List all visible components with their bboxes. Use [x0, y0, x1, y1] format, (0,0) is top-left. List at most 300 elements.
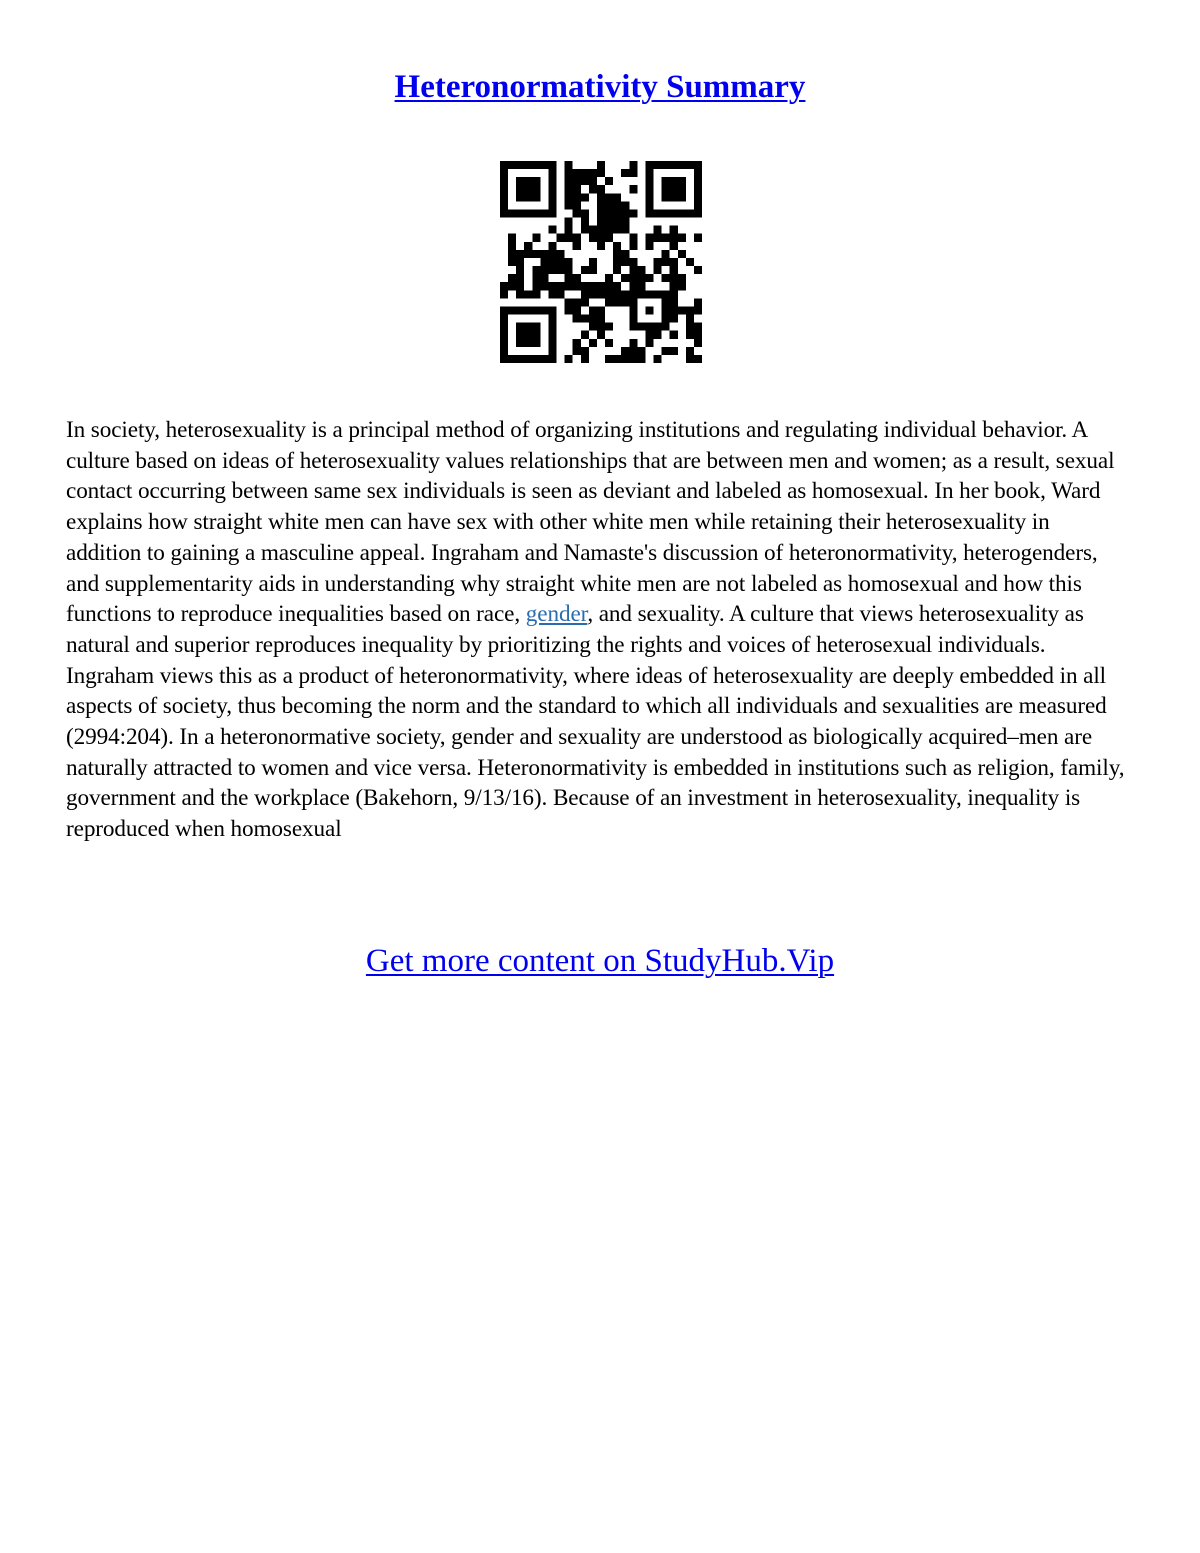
more-content-section	[0, 938, 1200, 984]
qr-module	[589, 290, 597, 298]
qr-module	[662, 177, 670, 185]
qr-module	[581, 193, 589, 201]
qr-module	[540, 266, 548, 274]
qr-module	[629, 306, 637, 314]
qr-module	[621, 250, 629, 258]
qr-module	[645, 209, 653, 217]
qr-module	[548, 331, 556, 339]
qr-module	[621, 201, 629, 209]
qr-module	[516, 209, 524, 217]
qr-module	[637, 347, 645, 355]
qr-module	[565, 201, 573, 209]
qr-module	[565, 185, 573, 193]
qr-module	[597, 282, 605, 290]
document-title	[0, 64, 1200, 110]
qr-module	[670, 234, 678, 242]
qr-module	[654, 226, 662, 234]
qr-module	[605, 298, 613, 306]
qr-module	[540, 161, 548, 169]
qr-module	[508, 274, 516, 282]
qr-module	[548, 266, 556, 274]
qr-module	[613, 242, 621, 250]
qr-module	[629, 185, 637, 193]
qr-module	[605, 355, 613, 363]
more-content-link[interactable]: Get more content on StudyHub.Vip	[365, 943, 835, 979]
qr-module	[597, 234, 605, 242]
qr-module	[532, 266, 540, 274]
qr-module	[532, 234, 540, 242]
qr-module	[637, 323, 645, 331]
qr-module	[532, 331, 540, 339]
qr-module	[532, 282, 540, 290]
qr-module	[694, 161, 702, 169]
qr-module	[678, 209, 686, 217]
qr-module	[662, 315, 670, 323]
qr-module	[548, 161, 556, 169]
qr-module	[645, 290, 653, 298]
qr-module	[670, 315, 678, 323]
qr-module	[654, 266, 662, 274]
qr-module	[508, 282, 516, 290]
qr-module	[597, 185, 605, 193]
qr-module	[597, 193, 605, 201]
qr-module	[670, 282, 678, 290]
qr-module	[589, 323, 597, 331]
qr-module	[662, 209, 670, 217]
qr-module	[540, 355, 548, 363]
qr-module	[670, 209, 678, 217]
qr-module	[500, 355, 508, 363]
qr-module	[573, 339, 581, 347]
qr-module	[629, 282, 637, 290]
qr-module	[581, 355, 589, 363]
qr-module	[516, 266, 524, 274]
qr-module	[516, 306, 524, 314]
qr-module	[573, 306, 581, 314]
qr-module	[565, 169, 573, 177]
qr-module	[532, 209, 540, 217]
qr-module	[678, 234, 686, 242]
qr-module	[548, 242, 556, 250]
qr-module	[557, 250, 565, 258]
qr-module	[678, 177, 686, 185]
qr-module	[597, 169, 605, 177]
qr-module	[670, 185, 678, 193]
qr-module	[573, 315, 581, 323]
qr-module	[524, 290, 532, 298]
qr-module	[637, 266, 645, 274]
qr-module	[629, 274, 637, 282]
qr-module	[613, 218, 621, 226]
qr-module	[613, 226, 621, 234]
qr-module	[532, 339, 540, 347]
qr-module	[605, 323, 613, 331]
qr-module	[500, 185, 508, 193]
qr-module	[557, 266, 565, 274]
qr-module	[637, 274, 645, 282]
qr-module	[573, 201, 581, 209]
qr-module	[581, 298, 589, 306]
qr-module	[573, 282, 581, 290]
qr-module	[645, 331, 653, 339]
qr-module	[654, 331, 662, 339]
qr-module	[597, 331, 605, 339]
qr-module	[654, 209, 662, 217]
qr-module	[678, 306, 686, 314]
qr-module	[621, 274, 629, 282]
qr-module	[621, 218, 629, 226]
qr-module	[548, 339, 556, 347]
qr-module	[686, 331, 694, 339]
qr-module	[508, 209, 516, 217]
qr-module	[637, 282, 645, 290]
qr-module	[597, 226, 605, 234]
qr-module	[548, 193, 556, 201]
qr-module	[662, 298, 670, 306]
qr-module	[621, 290, 629, 298]
qr-module	[605, 193, 613, 201]
qr-module	[605, 339, 613, 347]
qr-module	[581, 177, 589, 185]
qr-module	[597, 323, 605, 331]
qr-module	[694, 339, 702, 347]
qr-module	[597, 315, 605, 323]
qr-module	[613, 193, 621, 201]
qr-module	[500, 161, 508, 169]
qr-module	[508, 258, 516, 266]
qr-module	[605, 290, 613, 298]
qr-module	[694, 306, 702, 314]
qr-module	[516, 274, 524, 282]
qr-module	[654, 290, 662, 298]
qr-module	[540, 258, 548, 266]
qr-module	[516, 250, 524, 258]
qr-module	[605, 177, 613, 185]
qr-module	[508, 242, 516, 250]
qr-module	[581, 347, 589, 355]
qr-module	[500, 315, 508, 323]
qr-module	[686, 306, 694, 314]
qr-module	[532, 355, 540, 363]
qr-module	[597, 218, 605, 226]
qr-module	[508, 234, 516, 242]
qr-module	[645, 161, 653, 169]
qr-module	[678, 161, 686, 169]
qr-module	[516, 339, 524, 347]
qr-module	[621, 258, 629, 266]
qr-module	[678, 193, 686, 201]
qr-module	[629, 266, 637, 274]
qr-module	[516, 193, 524, 201]
qr-module	[581, 266, 589, 274]
qr-module	[645, 242, 653, 250]
qr-module	[548, 290, 556, 298]
qr-module	[637, 355, 645, 363]
qr-module	[565, 282, 573, 290]
qr-module	[605, 234, 613, 242]
qr-module	[540, 274, 548, 282]
qr-module	[548, 347, 556, 355]
qr-module	[581, 218, 589, 226]
qr-module	[573, 177, 581, 185]
qr-module	[532, 290, 540, 298]
qr-module	[548, 250, 556, 258]
qr-module	[500, 282, 508, 290]
qr-module	[686, 209, 694, 217]
qr-module	[540, 282, 548, 290]
qr-module	[548, 306, 556, 314]
qr-module	[662, 347, 670, 355]
qr-module	[605, 201, 613, 209]
qr-module	[686, 258, 694, 266]
qr-module	[645, 177, 653, 185]
qr-module	[548, 315, 556, 323]
qr-module	[581, 282, 589, 290]
qr-module	[662, 185, 670, 193]
qr-module	[524, 331, 532, 339]
qr-module	[548, 355, 556, 363]
qr-module	[565, 218, 573, 226]
qr-module	[645, 234, 653, 242]
qr-module	[557, 258, 565, 266]
qr-module	[548, 209, 556, 217]
qr-module	[694, 209, 702, 217]
qr-module	[500, 209, 508, 217]
qr-module	[662, 193, 670, 201]
qr-module	[605, 274, 613, 282]
qr-module	[670, 193, 678, 201]
qr-module	[532, 161, 540, 169]
qr-module	[605, 282, 613, 290]
qr-module	[500, 290, 508, 298]
qr-module	[573, 169, 581, 177]
qr-module	[605, 226, 613, 234]
qr-module	[613, 266, 621, 274]
qr-module	[516, 177, 524, 185]
qr-module	[573, 185, 581, 193]
qr-module	[678, 185, 686, 193]
qr-module	[645, 339, 653, 347]
qr-module	[524, 177, 532, 185]
paragraph-text-start: In society, heterosexuality is a principal method of organizing institutions and regulating individual behavior. A culture based on ideas of heterosexuality values relationships that are between men and women; as a result, sexual contact occurring between same sex individuals is seen as deviant and labeled as homosexual. In her book, Ward explains how straight white men can have sex with other white men while retaining their heterosexuality in addition to gaining a masculine appeal. Ingraham and Namaste's discussion of heteronormativity, heterogenders, and supplementarity aids in understanding why straight white men are not labeled as homosexual and how this functions to reproduce inequalities based on race,	[66, 417, 1115, 628]
qr-module	[532, 185, 540, 193]
qr-module	[557, 234, 565, 242]
qr-module	[532, 193, 540, 201]
qr-module	[694, 169, 702, 177]
qr-module	[662, 250, 670, 258]
qr-module	[670, 298, 678, 306]
qr-module	[678, 274, 686, 282]
qr-module	[516, 185, 524, 193]
qr-module	[645, 306, 653, 314]
qr-module	[589, 282, 597, 290]
qr-module	[589, 177, 597, 185]
qr-module	[532, 274, 540, 282]
qr-module	[524, 355, 532, 363]
qr-module	[540, 250, 548, 258]
qr-module	[694, 177, 702, 185]
qr-module	[500, 347, 508, 355]
qr-module	[532, 323, 540, 331]
qr-module	[573, 298, 581, 306]
qr-module	[524, 242, 532, 250]
qr-module	[548, 201, 556, 209]
qr-module	[694, 234, 702, 242]
qr-module	[670, 258, 678, 266]
qr-module	[565, 266, 573, 274]
qr-module	[605, 218, 613, 226]
gender-link[interactable]: gender	[525, 601, 588, 628]
qr-module	[540, 209, 548, 217]
qr-module	[548, 185, 556, 193]
qr-module	[557, 290, 565, 298]
qr-module	[686, 315, 694, 323]
qr-module	[694, 185, 702, 193]
qr-module	[686, 355, 694, 363]
qr-module	[524, 323, 532, 331]
qr-module	[670, 161, 678, 169]
qr-module	[645, 323, 653, 331]
qr-module	[589, 185, 597, 193]
qr-module	[678, 282, 686, 290]
qr-module	[573, 234, 581, 242]
qr-module	[629, 290, 637, 298]
qr-module	[565, 193, 573, 201]
qr-module	[621, 169, 629, 177]
qr-module	[516, 290, 524, 298]
qr-module	[516, 282, 524, 290]
qr-module	[565, 306, 573, 314]
qr-module	[500, 201, 508, 209]
title-link[interactable]: Heteronormativity Summary	[394, 69, 806, 105]
qr-module	[613, 258, 621, 266]
qr-module	[629, 315, 637, 323]
qr-module	[581, 209, 589, 217]
qr-module	[516, 323, 524, 331]
qr-module	[613, 250, 621, 258]
qr-module	[589, 306, 597, 314]
qr-module	[573, 193, 581, 201]
qr-module	[500, 306, 508, 314]
qr-module	[629, 209, 637, 217]
qr-module	[597, 242, 605, 250]
qr-module	[597, 161, 605, 169]
qr-code-icon	[500, 161, 702, 363]
qr-module	[589, 339, 597, 347]
qr-module	[670, 290, 678, 298]
qr-module	[645, 193, 653, 201]
qr-module	[629, 161, 637, 169]
qr-module	[597, 290, 605, 298]
qr-module	[613, 355, 621, 363]
qr-module	[645, 169, 653, 177]
qr-module	[581, 226, 589, 234]
qr-module	[524, 193, 532, 201]
qr-module	[629, 339, 637, 347]
qr-module	[581, 315, 589, 323]
qr-module	[524, 250, 532, 258]
qr-module	[629, 169, 637, 177]
qr-module	[662, 258, 670, 266]
qr-module	[613, 282, 621, 290]
qr-module	[645, 185, 653, 193]
qr-module	[613, 290, 621, 298]
qr-module	[565, 274, 573, 282]
qr-module	[629, 347, 637, 355]
qr-module	[597, 306, 605, 314]
qr-module	[532, 306, 540, 314]
qr-module	[500, 339, 508, 347]
qr-module	[548, 258, 556, 266]
qr-module	[500, 169, 508, 177]
qr-module	[589, 226, 597, 234]
qr-module	[500, 193, 508, 201]
qr-module	[565, 258, 573, 266]
qr-module	[670, 274, 678, 282]
qr-module	[565, 298, 573, 306]
qr-module	[654, 323, 662, 331]
qr-module	[565, 161, 573, 169]
qr-module	[581, 290, 589, 298]
qr-module	[589, 315, 597, 323]
paragraph-text-end: , and sexuality. A culture that views heterosexuality as natural and superior reproduces inequality by prioritizing the rights and voices of heterosexual individuals. Ingraham views this as a product of heteronormativity, where ideas of heterosexuality are deeply embedded in all aspects of society, thus becoming the norm and the standard to which all individuals and sexualities are measured (2994:204). In a heteronormative society, gender and sexuality are understood as biologically acquired–men are naturally attracted to women and vice versa. Heteronormativity is embedded in institutions such as religion, family, government and the workplace (Bakehorn, 9/13/16). Because of an investment in heterosexuality, inequality is reproduced when homosexual	[66, 601, 1125, 843]
qr-module	[621, 226, 629, 234]
qr-module	[694, 355, 702, 363]
qr-module	[516, 161, 524, 169]
qr-module	[662, 323, 670, 331]
qr-module	[694, 323, 702, 331]
qr-module	[597, 201, 605, 209]
qr-module	[500, 177, 508, 185]
qr-module	[540, 306, 548, 314]
qr-module	[686, 161, 694, 169]
qr-module	[670, 347, 678, 355]
qr-module	[629, 323, 637, 331]
qr-module	[654, 234, 662, 242]
qr-module	[573, 209, 581, 217]
qr-module	[573, 347, 581, 355]
qr-module	[645, 201, 653, 209]
summary-paragraph	[66, 415, 1130, 845]
qr-module	[621, 209, 629, 217]
qr-module	[597, 209, 605, 217]
qr-module	[532, 177, 540, 185]
qr-module	[678, 250, 686, 258]
qr-module	[516, 355, 524, 363]
qr-module	[516, 331, 524, 339]
qr-module	[621, 355, 629, 363]
qr-module	[589, 169, 597, 177]
qr-module	[613, 209, 621, 217]
qr-module	[524, 185, 532, 193]
qr-module	[524, 209, 532, 217]
qr-module	[565, 355, 573, 363]
qr-module	[508, 161, 516, 169]
qr-module	[670, 331, 678, 339]
qr-module	[694, 266, 702, 274]
qr-module	[629, 234, 637, 242]
qr-module	[500, 331, 508, 339]
qr-module	[621, 298, 629, 306]
qr-module	[548, 177, 556, 185]
qr-module	[573, 242, 581, 250]
qr-module	[670, 177, 678, 185]
qr-module	[662, 290, 670, 298]
qr-module	[589, 266, 597, 274]
qr-module	[557, 282, 565, 290]
qr-module	[662, 306, 670, 314]
qr-module	[694, 331, 702, 339]
